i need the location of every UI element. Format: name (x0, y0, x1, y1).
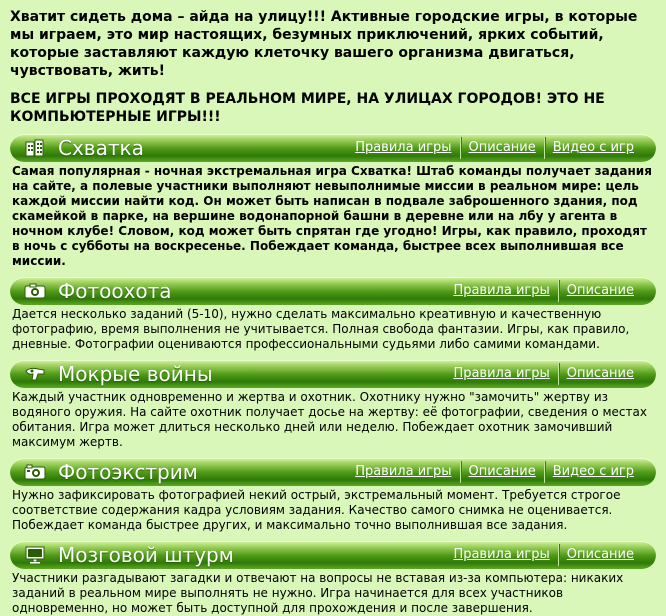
game-section-mokrye-voyny (10, 360, 656, 450)
rules-link[interactable]: Правила игры (453, 366, 550, 381)
intro-text: Хватит сидеть дома – айда на улицу!!! Активные городские игры, в которые мы играем, это мир настоящих, безумных приключений, ярких событий, которые заставляют каждую клеточку вашего организма двигаться, чувствовать, жить! (10, 9, 638, 79)
video-link[interactable]: Видео с игр (552, 464, 634, 479)
game-section-skhvatka (10, 134, 656, 269)
rules-link[interactable]: Правила игры (355, 464, 452, 479)
building-icon (24, 139, 46, 157)
photo-camera-icon (24, 463, 46, 481)
description-link[interactable]: Описание (566, 283, 634, 298)
game-title: Мозговой штурм (58, 543, 234, 567)
game-title: Фотоохота (58, 279, 172, 303)
rules-link[interactable]: Правила игры (453, 547, 550, 562)
monitor-icon (24, 546, 46, 564)
game-header-bar (10, 277, 656, 305)
description-link[interactable]: Описание (468, 464, 536, 479)
game-description: Участники разгадывают загадки и отвечают на вопросы не вставая из-за компьютера: никаких заданий в реальном мире выполнять не нужно. Игра начинается для всех участников одновременно, но может быть доступной для прохождения и после завершения. (12, 571, 624, 615)
game-links (347, 461, 642, 483)
description-link[interactable]: Описание (468, 140, 536, 155)
game-title: Фотоэкстрим (58, 460, 198, 484)
game-links (445, 544, 642, 566)
video-link[interactable]: Видео с игр (552, 140, 634, 155)
game-links (445, 363, 642, 385)
game-description: Самая популярная - ночная экстремальная игра Схватка! Штаб команды получает задания на сайте, а полевые участники выполняют невыполнимые миссии в реальном мире: цель каждой миссии найти код. Он может быть написан в подвале заброшенного здания, под скамейкой в парке, на вершине водонапорной башни в деревне или на лбу у агента в ночном клубе! Словом, код может быть спрятан где угодно! Игры, как правило, проходят в ночь с субботы на воскресенье. Побеждает команда, быстрее всех выполнившая все миссии. (12, 164, 652, 268)
game-header-bar (10, 541, 656, 569)
game-header-bar (10, 134, 656, 162)
game-section-mozgovoy-shturm (10, 541, 656, 616)
game-title: Мокрые войны (58, 362, 213, 386)
description-link[interactable]: Описание (566, 366, 634, 381)
game-section-fotookhota (10, 277, 656, 352)
game-title: Схватка (58, 136, 144, 160)
game-links (347, 137, 642, 159)
game-description: Дается несколько заданий (5-10), нужно сделать максимально креативную и качественную фотографию, время выполнения не учитывается. Полная свобода фантазии. Игры, как правило, дневные. Фотографии оцениваются профессиональными судьями либо самими командами. (12, 307, 630, 351)
rules-link[interactable]: Правила игры (355, 140, 452, 155)
notice-text: ВСЕ ИГРЫ ПРОХОДЯТ В РЕАЛЬНОМ МИРЕ, НА УЛИЦАХ ГОРОДОВ! ЭТО НЕ КОМПЬЮТЕРНЫЕ ИГРЫ!!! (10, 91, 605, 125)
game-links (445, 280, 642, 302)
game-header-bar (10, 458, 656, 486)
game-description: Нужно зафиксировать фотографией некий острый, экстремальный момент. Требуется строгое соответствие содержания кадра условиям задания. Качество самого снимка не оценивается. Побеждает команда быстрее других, и максимально точно выполнившая все задания. (12, 488, 621, 532)
camera-icon (24, 282, 46, 300)
description-link[interactable]: Описание (566, 547, 634, 562)
water-gun-icon (24, 365, 46, 383)
rules-link[interactable]: Правила игры (453, 283, 550, 298)
game-section-fotoekstrim (10, 458, 656, 533)
game-description: Каждый участник одновременно и жертва и охотник. Охотнику нужно "замочить" жертву из водяного оружия. На сайте охотник получает досье на жертву: её фотографии, сведения о местах обитания. Игра может длиться несколько дней или неделю. Побеждает охотник замочивший максимум жертв. (12, 390, 647, 449)
game-header-bar (10, 360, 656, 388)
